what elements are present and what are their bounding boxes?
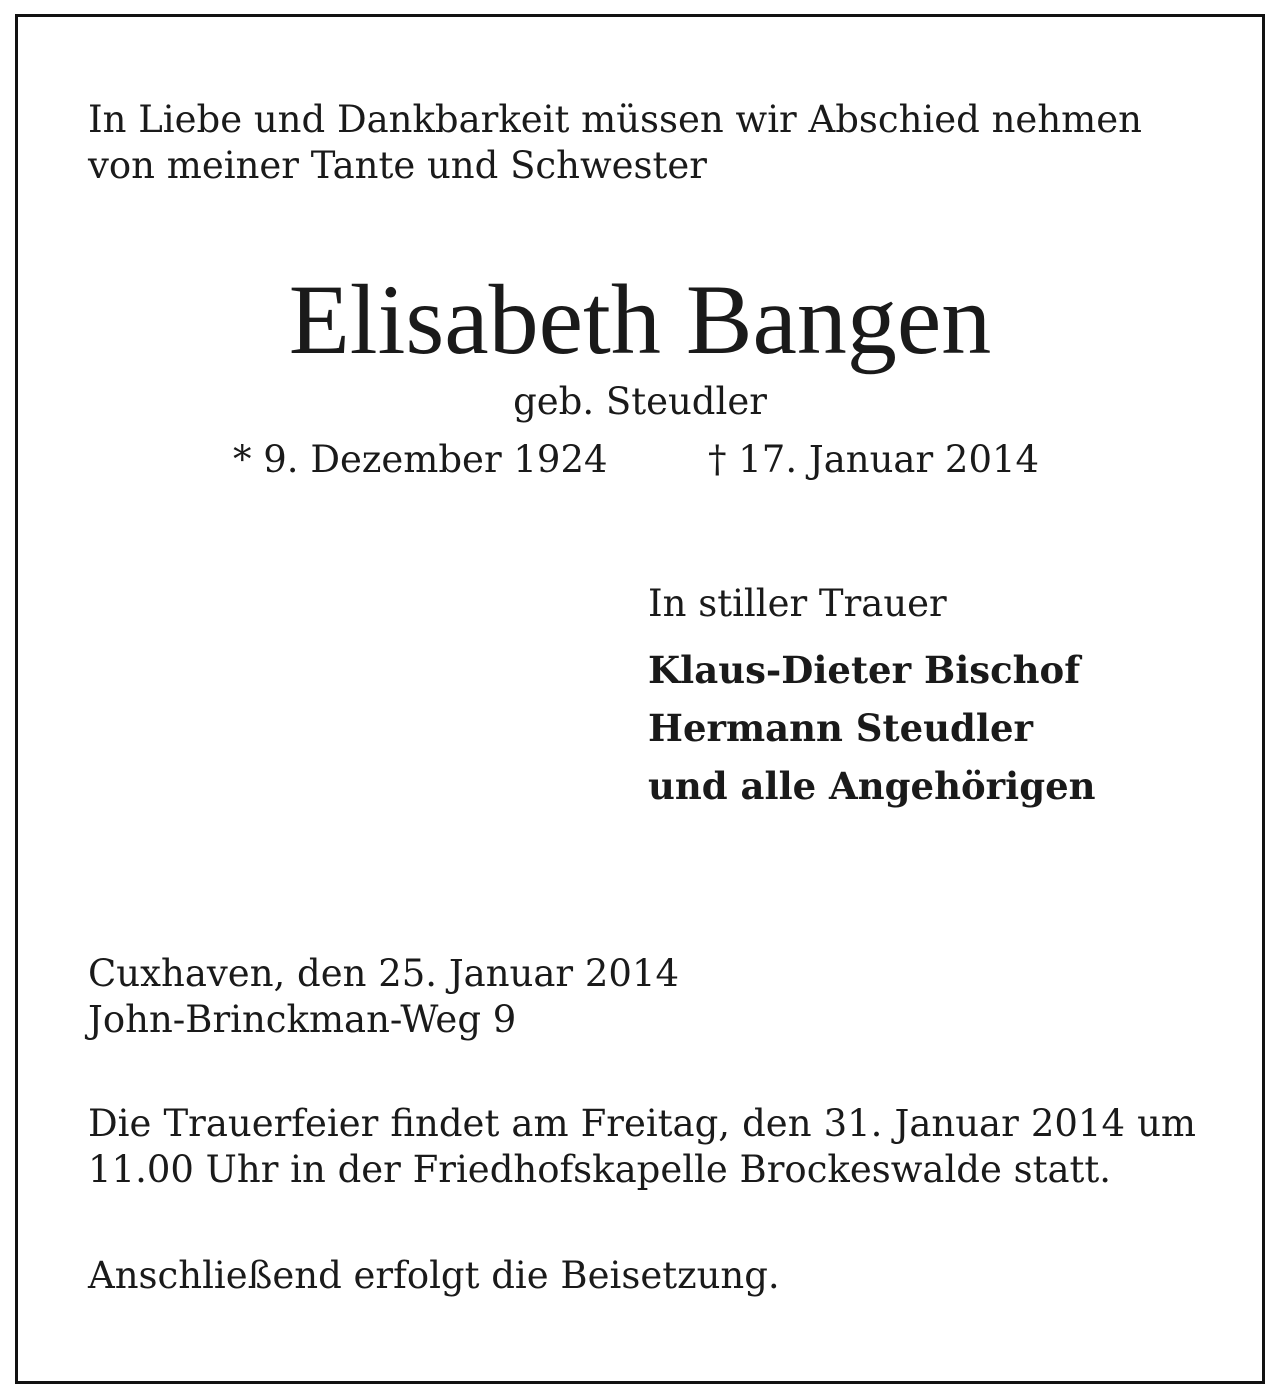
- intro-line-2: von meiner Tante und Schwester: [88, 144, 707, 187]
- mourner-name: Hermann Steudler: [648, 706, 1034, 750]
- ceremony-text: Die Trauerfeier findet am Freitag, den 31. Januar 2014 um 11.00 Uhr in der Friedhofskapelle Brockeswalde statt.: [88, 1102, 1196, 1191]
- mourner-name: und alle Angehörigen: [648, 764, 1096, 808]
- mourner-name: Klaus-Dieter Bischof: [648, 648, 1081, 692]
- mourners-block: [648, 581, 1096, 815]
- intro-line-1: In Liebe und Dankbarkeit müssen wir Abschied nehmen: [88, 98, 1142, 141]
- street-address: John-Brinckman-Weg 9: [88, 998, 517, 1041]
- mourning-intro: In stiller Trauer: [648, 582, 947, 625]
- burial-text: Anschließend erfolgt die Beisetzung.: [88, 1254, 780, 1297]
- death-date: † 17. Januar 2014: [708, 438, 1040, 481]
- intro-text: [88, 97, 1198, 189]
- city-date: Cuxhaven, den 25. Januar 2014: [88, 952, 680, 995]
- deceased-name: Elisabeth Bangen: [288, 264, 992, 375]
- maiden-name: geb. Steudler: [513, 380, 767, 423]
- place-and-address: [88, 951, 679, 1043]
- birth-date: * 9. Dezember 1924: [233, 438, 608, 481]
- obituary-notice: [15, 14, 1265, 1384]
